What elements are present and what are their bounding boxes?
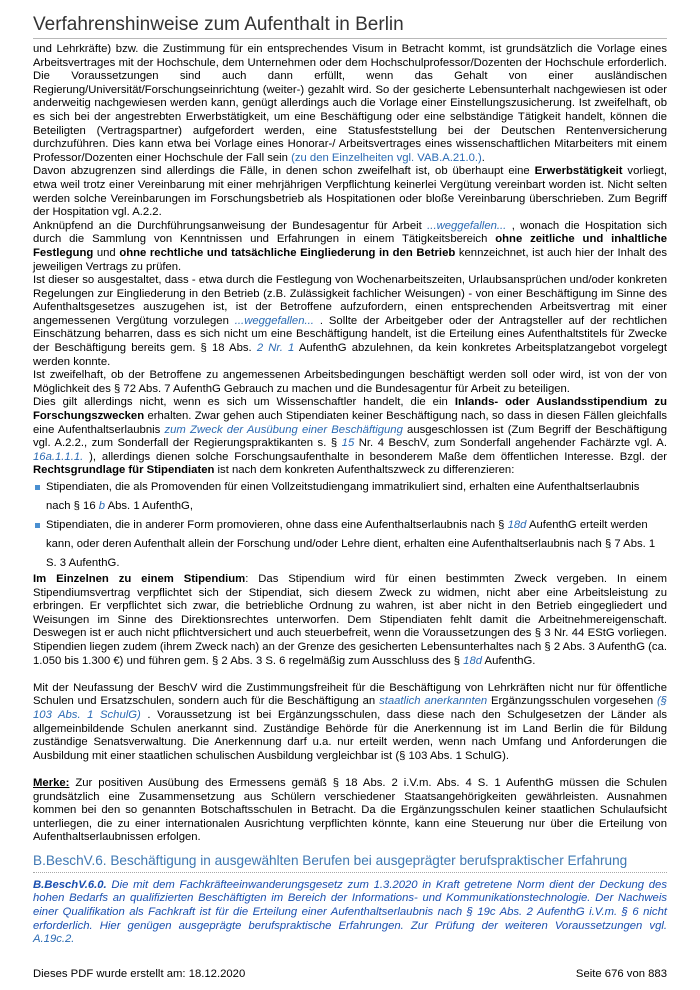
page-title: Verfahrenshinweise zum Aufenthalt in Berlin xyxy=(33,0,667,39)
reference-link[interactable]: 16a.1.1.1. xyxy=(33,450,84,463)
reference-link[interactable]: 18d xyxy=(507,519,527,531)
bullet-square-icon xyxy=(35,523,40,528)
list-item: Stipendiaten, die als Promovenden für einen Vollzeitstudiengang immatrikuliert sind, erhalten eine Aufenthaltserlaubnis nach § 16 b Abs. 1 AufenthG, xyxy=(33,478,667,516)
footer-date: Dieses PDF wurde erstellt am: 18.12.2020 xyxy=(33,968,246,980)
document-body xyxy=(33,43,667,845)
paragraph-4: Ist dieser so ausgestaltet, dass - etwa durch die Festlegung von Wochenarbeitszeiten, Urlaubsansprüchen und/oder konkreten Regelungen zur Eingliederung in den Betrieb (z.B. Zulässigkeit fachlicher Weisungen) - von einer Beschäftigung im Sinne des Aufenthaltsgesetzes auszugehen ist, ist der Betroffene aufzufordern, einen entsprechenden Arbeitsvertrag mit einer angemessenen Vergütung vorzulegen ...weggefallen... . Sollte der Arbeitgeber oder der Antragsteller auf der rechtlichen Einschätzung beharren, dass es sich nicht um eine Beschäftigung handelt, ist die Erteilung eines Aufenthaltstitels für Zwecke der Beschäftigung bereits gem. § 18 Abs. 2 Nr. 1 AufenthG abzulehnen, da kein konkretes Arbeitsplatzangebot vorgelegt werden konnte. xyxy=(33,274,667,368)
reference-link[interactable]: staatlich anerkannten xyxy=(379,695,488,708)
reference-link[interactable]: 18d xyxy=(463,654,483,667)
reference-link[interactable]: 15 xyxy=(341,437,355,450)
paragraph-9: Merke: Zur positiven Ausübung des Ermessens gemäß § 18 Abs. 2 i.V.m. Abs. 4 S. 1 AufenthG müssen die Schulen grundsätzlich eine Zusammensetzung aus Schülern verschiedener Staatsangehörigkeiten gewährleisten. Ausnahmen kommen bei den so genannten Botschaftsschulen in Betracht. Da die Ergänzungsschulen keiner staatlichen Schulaufsicht unterliegen, die zu einer internationalen Ausrichtung verpflichten könnte, kann eine Steuerung nur über die Erteilung von Aufenthaltserlaubnissen erfolgen. xyxy=(33,776,667,844)
page-number: Seite 676 von 883 xyxy=(575,968,667,980)
weggefallen-link[interactable]: ...weggefallen... xyxy=(427,219,507,232)
bullet-list xyxy=(33,478,667,573)
paragraph-3: Anknüpfend an die Durchführungsanweisung der Bundesagentur für Arbeit ...weggefallen... , wonach die Hospitation sich durch die Sammlung von Kenntnissen und Erfahrungen in einem Tätigkeitsbereich ohne zeitliche und inhaltliche Festlegung und ohne rechtliche und tatsächliche Eingliederung in den Betrieb kennzeichnet, ist auch hier der Inhalt des jeweiligen Vertrags zu prüfen. xyxy=(33,219,668,273)
reference-link[interactable]: 2 Nr. 1 xyxy=(256,342,295,355)
page-footer xyxy=(33,968,667,980)
paragraph-5: Ist zweifelhaft, ob der Betroffene zu angemessenen Arbeitsbedingungen beschäftigt werden soll oder wird, ist von der von Möglichkeit des § 72 Abs. 7 AufenthG Gebrauch zu machen und die Bundesagentur für Arbeit zu beteiligen. xyxy=(33,369,667,395)
reference-link[interactable]: b xyxy=(98,500,106,512)
reference-link[interactable]: (§ 103 Abs. 1 SchulG) xyxy=(33,695,667,721)
paragraph-10: B.BeschV.6.0. Die mit dem Fachkräfteeinwanderungsgesetz zum 1.3.2020 in Kraft getretene Norm dient der Deckung des hohen Bedarfs an qualifizierten Beschäftigten im Bereich der Informations- und Kommunikationstechnologie. Der Nachweis einer Qualifikation als Fachkraft ist für die Erteilung einer Aufenthaltserlaubnis nach § 19c Abs. 2 AufenthG i.V.m. § 6 nicht erforderlich. Hier genügen ausgeprägte berufspraktische Erfahrungen. Zur Prüfung der weiteren Voraussetzungen vgl. A.19c.2. xyxy=(33,878,667,946)
reference-link[interactable]: zum Zweck der Ausübung einer Beschäftigung xyxy=(164,423,403,436)
list-item: Stipendiaten, die in anderer Form promovieren, ohne dass eine Aufenthaltserlaubnis nach § 18d AufenthG erteilt werden kann, oder deren Aufenthalt allein der Forschung und/oder Lehre dient, erhalten eine Aufenthaltserlaubnis nach § 7 Abs. 1 S. 3 AufenthG. xyxy=(33,516,667,573)
spacer xyxy=(33,763,667,777)
weggefallen-link[interactable]: ...weggefallen... xyxy=(234,314,314,327)
paragraph-6: Dies gilt allerdings nicht, wenn es sich um Wissenschaftler handelt, die ein Inlands- oder Auslandsstipendium zu Forschungszwecken erhalten. Zwar gehen auch Stipendiaten keiner Beschäftigung nach, so dass in diesen Fällen gleichfalls eine Aufenthaltserlaubnis zum Zweck der Ausübung einer Beschäftigung ausgeschlossen ist (Zum Begriff der Beschäftigung vgl. A.2.2., zum Sonderfall der Regierungspraktikanten s. § 15 Nr. 4 BeschV, zum Sonderfall angehender Fachärzte vgl. A. 16a.1.1.1. ), allerdings dienen solche Forschungsaufenthalte in besonderem Maße dem öffentlichen Interesse. Bzgl. der Rechtsgrundlage für Stipendiaten ist nach dem konkreten Aufenthaltszweck zu differenzieren: xyxy=(33,396,667,477)
page xyxy=(33,0,667,947)
bullet-square-icon xyxy=(35,485,40,490)
paragraph-1: und Lehrkräfte) bzw. die Zustimmung für ein entsprechendes Visum in Betracht kommt, ist grundsätzlich die Vorlage eines Arbeitsvertrages mit der Hochschule, dem Unternehmen oder dem Hochschulprofessor/Dozenten der Hochschule erforderlich. Die Voraussetzungen sind auch dann erfüllt, wenn das Gehalt von einer ausländischen Regierung/Universität/Forschungseinrichtung (weiter-) gezahlt wird. So der gesicherte Lebensunterhalt nachgewiesen ist oder anderweitig nachgewiesen werden kann, genügt allerdings auch die Vorlage einer Einstellungszusicherung. Ist zweifelhaft, ob es sich bei der angestrebten Erwerbstätigkeit, um eine Beschäftigung oder eine selbständige Tätigkeit handelt, können die Beteiligten (Vertragspartner) aufgefordert werden, eine Statusfeststellung bei der Deutschen Rentenversicherung durchzuführen. Dies kann etwa bei Vorlage eines Honorar-/ Arbeitsvertrages eines wissenschaftlichen Mitarbeiters mit einem Professor/Dozenten einer Hochschule der Fall sein (zu den Einzelheiten vgl. VAB.A.21.0.). xyxy=(33,43,667,164)
paragraph-7: Im Einzelnen zu einem Stipendium: Das Stipendium wird für einen bestimmten Zweck vergeben. In einem Stipendiumsvertrag verpflichtet sich der Stipendiat, sich diesem Zweck zu widmen, nicht aber eine Arbeitsleistung zu erbringen. Er verpflichtet sich zwar, die betriebliche Ordnung zu wahren, ist aber nicht in den Betrieb eingegliedert und Weisungen im Sinne des Direktionsrechtes unterworfen. Dem Stipendiaten fehlt damit die Arbeitnehmereigenschaft. Deswegen ist er auch nicht pflichtversichert und auch steuerbefreit, wenn die Voraussetzungen des § 3 Nr. 44 EStG vorliegen. Stipendien liegen zudem (ihrem Zweck nach) an der Grenze des gesicherten Lebensunterhaltes nach § 2 Abs. 3 AufenthG (ca. 1.050 bis 1.300 €) und führen gem. § 2 Abs. 3 S. 6 regelmäßig zum Ausschluss des § 18d AufenthG. xyxy=(33,573,667,667)
paragraph-8: Mit der Neufassung der BeschV wird die Zustimmungsfreiheit für die Beschäftigung von Lehrkräften nicht nur für öffentliche Schulen und Ersatzschulen, sondern auch für die Beschäftigung an staatlich anerkannten Ergänzungsschulen vorgesehen (§ 103 Abs. 1 SchulG) . Voraussetzung ist bei Ergänzungsschulen, dass diese nach den Schulgesetzen der Länder als allgemeinbildende Schulen anerkannt sind. Zuständige Behörde für die Anerkennung ist im Land Berlin die für Bildung zuständige Senatsverwaltung. Die Anerkennung darf u.a. nur erteilt werden, wenn nach Umfang und Anforderungen die Ausbildung mit einer staatlichen schulischen Ausbildung vergleichbar ist (§ 103 Abs. 1 SchulG). xyxy=(33,681,667,762)
spacer xyxy=(33,668,667,682)
reference-link[interactable]: A.19c.2. xyxy=(33,933,75,946)
section-heading: B.BeschV.6. Beschäftigung in ausgewählten Berufen bei ausgeprägter berufspraktischer Erfahrung xyxy=(33,852,667,873)
paragraph-2: Davon abzugrenzen sind allerdings die Fälle, in denen schon zweifelhaft ist, ob überhaupt eine Erwerbstätigkeit vorliegt, etwa weil trotz einer Vereinbarung mit einer mehrjährigen Verpflichtung keinerlei Vergütung vereinbart worden ist. Nicht selten werden solche Vereinbarungen im Forschungsbetrieb als Hospitationen oder bloße Vereinbarung überschrieben. Zum Begriff der Hospitation vgl. A.2.2. xyxy=(33,165,667,219)
reference-link[interactable]: (zu den Einzelheiten vgl. VAB.A.21.0.) xyxy=(291,151,482,164)
